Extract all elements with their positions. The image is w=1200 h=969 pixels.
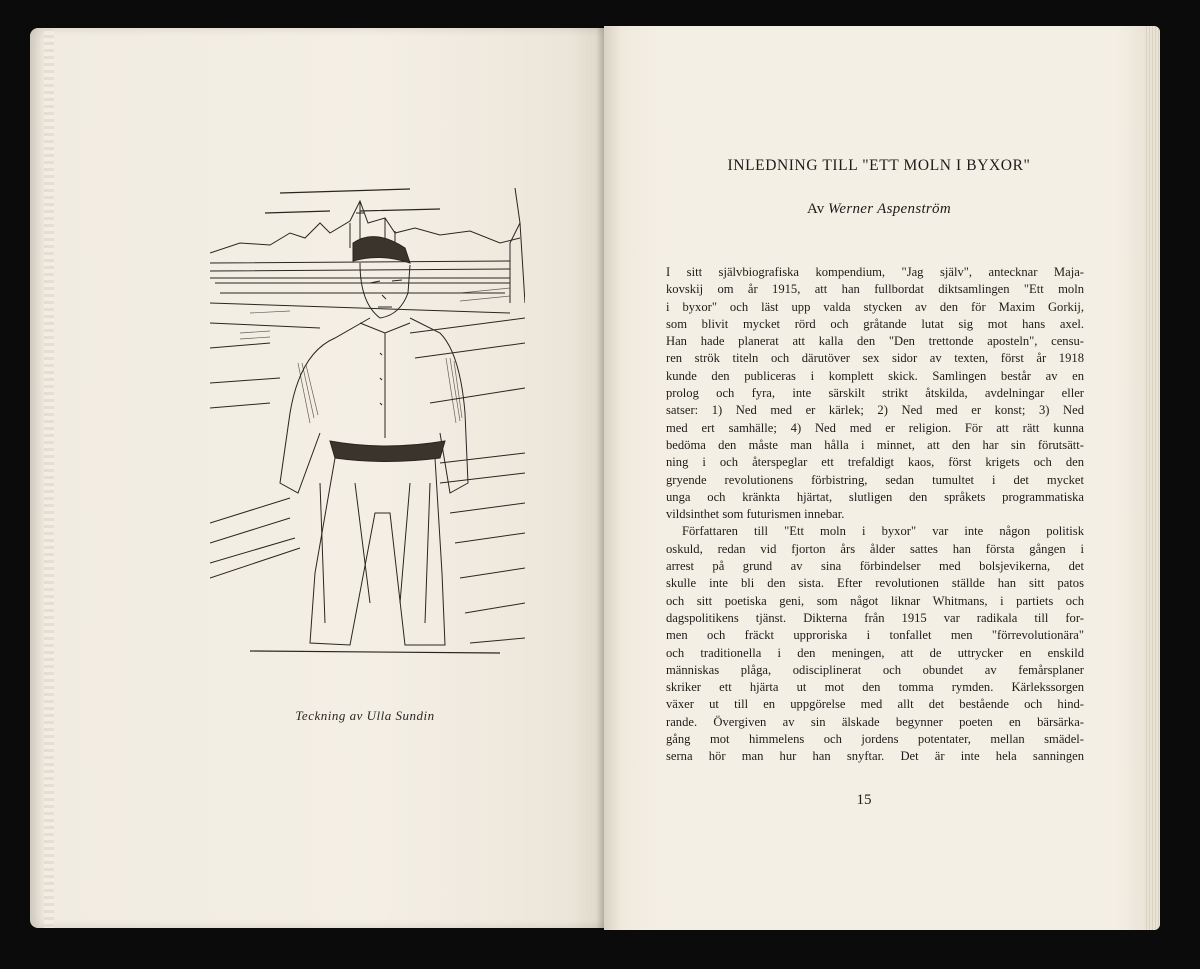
text-line: rande. Övergiven av sin älskade begynner poeten en bärsärka-: [666, 714, 1084, 729]
byline-prefix: Av: [806, 201, 825, 217]
text-line: människas plåga, odisciplinerat och obundet av femårsplaner: [666, 662, 1084, 677]
text-line: skulle inte bli den sista. Efter revolutionen ställde han sitt patos: [666, 576, 1084, 591]
text-line: I sitt självbiografiska kompendium, "Jag själv", antecknar Maja-: [666, 265, 1084, 279]
byline-author: Werner Aspenström: [827, 201, 951, 217]
body-text: [666, 264, 1084, 766]
text-line: vildsinthet som futurismen innebar.: [666, 507, 845, 522]
text-line: bedöma den måste man hålla i minnet, att den har sin förutsätt-: [666, 437, 1084, 452]
text-line: i byxor" och läst upp valda stycken av den för Maxim Gorkij,: [666, 299, 1084, 314]
right-page: [604, 26, 1160, 930]
text-line: och sitt poetiska geni, som något liknar Whitmans, i partiets och: [666, 593, 1084, 608]
left-page: [30, 28, 604, 928]
text-line: ren strök titeln och därutöver sex sidor av texten, först år 1918: [666, 351, 1084, 366]
text-line: Han hade planerat att kalla den "Den trettonde aposteln", censu-: [666, 334, 1084, 349]
text-line: satser: 1) Ned med er kärlek; 2) Ned med er konst; 3) Ned: [666, 403, 1084, 418]
text-line: gryende revolutionens förbistring, sedan tumultet i det mycket: [666, 472, 1084, 487]
deckled-edge: [44, 28, 54, 928]
illustration-caption: Teckning av Ulla Sundin: [295, 708, 435, 723]
text-line: unga och kränkta hjärtat, slutligen den språkets programmatiska: [666, 489, 1084, 504]
text-line: Författaren till "Ett moln i byxor" var inte någon politisk: [682, 524, 1084, 539]
text-line: men och fräckt upproriska i tonfallet men "förrevolutionära": [666, 628, 1084, 643]
open-book: [30, 26, 1160, 930]
text-line: växer ut till en uppgörelse med allt det bestående och hind-: [666, 697, 1084, 712]
text-line: skriker ett hjärta ut mot den tomma rymden. Kärlekssorgen: [666, 680, 1084, 695]
text-line: prolog och fyra, inte särskilt strikt åtskilda, avdelningar eller: [666, 386, 1084, 401]
page-number: 15: [856, 792, 872, 808]
text-line: med ert samhälle; 4) Ned med er religion. För att rätt kunna: [666, 420, 1084, 435]
text-line: som blivit mycket rörd och gråtande lutat sig mot hans axel.: [666, 316, 1084, 331]
paragraph-2: [666, 523, 1084, 765]
chapter-title: INLEDNING TILL "ETT MOLN I BYXOR": [727, 157, 1031, 174]
text-line: kovskij om år 1915, att han fullbordat diktsamlingen "Ett moln: [666, 282, 1084, 297]
text-line: gång mot himmelens och jordens potentater, mellan smädel-: [666, 732, 1084, 747]
text-line: kunde den publiceras i komplett skick. Samlingen består av en: [666, 368, 1084, 383]
text-line: dagspolitikens tjänst. Dikterna från 1915 var radikala till for-: [666, 610, 1084, 625]
paragraph-1: [666, 264, 1084, 523]
text-line: och traditionella i den meningen, att de uttrycker en enskild: [666, 645, 1084, 660]
text-line: oskuld, redan vid fjorton års ålder sattes han första gången i: [666, 541, 1084, 556]
drawing-illustration: [210, 183, 525, 683]
text-line: serna hör man hur han snyftar. Det är inte hela sanningen: [666, 749, 1084, 764]
text-line: arrest på grund av sina förbindelser med bolsjevikerna, det: [666, 559, 1084, 574]
text-line: ning i och återspeglar ett trefaldigt kaos, först krigets och den: [666, 455, 1084, 470]
page-edges: [1144, 26, 1160, 930]
byline: [644, 201, 1114, 218]
